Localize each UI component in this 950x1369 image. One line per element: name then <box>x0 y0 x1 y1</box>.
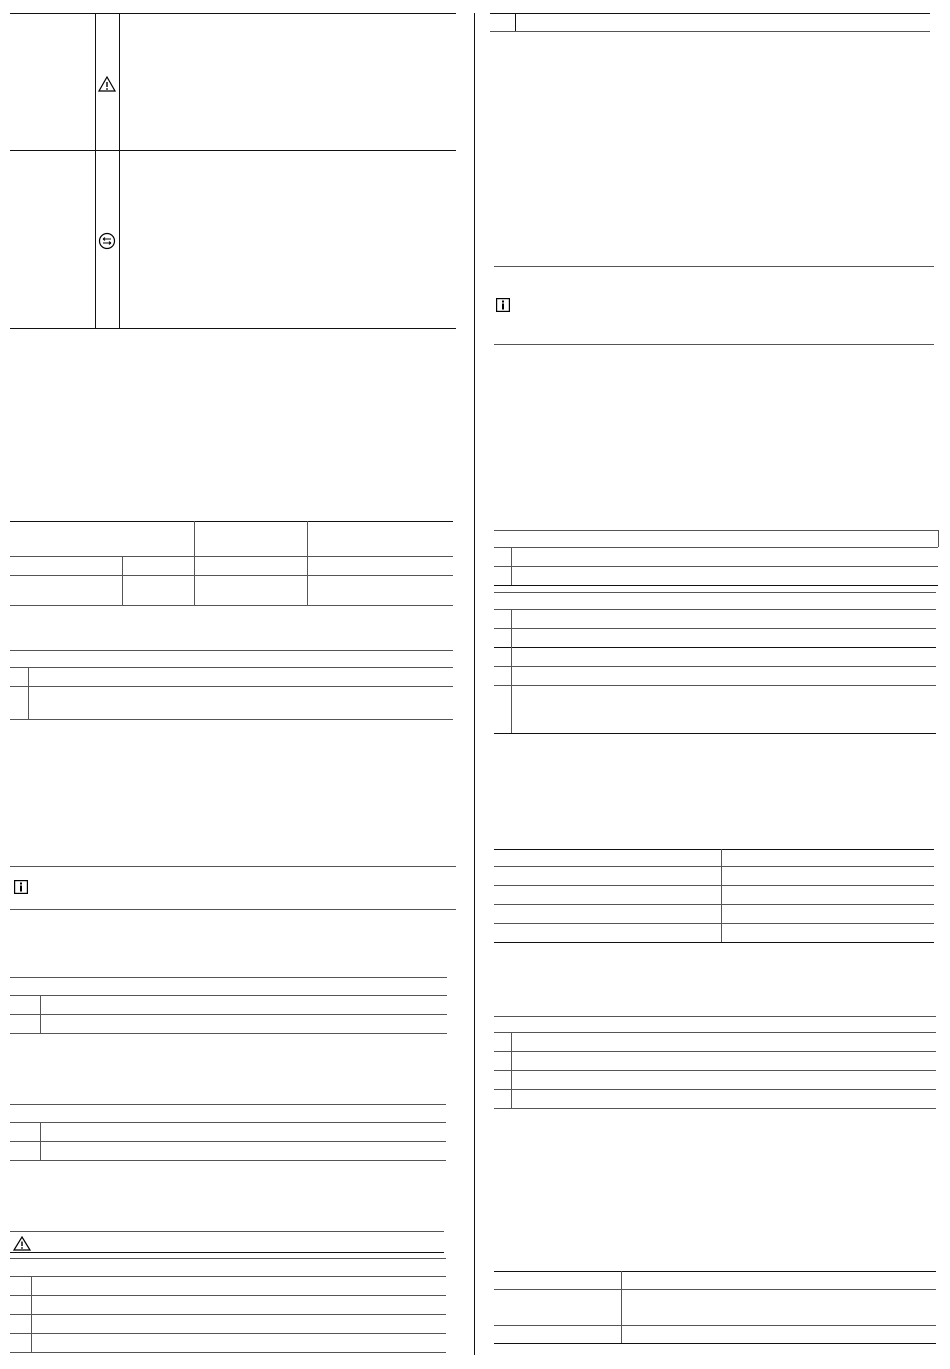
table-row-separator <box>494 666 936 667</box>
table-divider <box>40 995 41 1033</box>
table-divider <box>721 849 722 942</box>
table-divider <box>95 13 96 328</box>
table-divider <box>194 521 195 605</box>
table-rule <box>494 592 936 593</box>
table-divider <box>28 667 29 719</box>
table-rule <box>10 605 453 606</box>
warning-triangle-icon <box>13 1236 31 1251</box>
table-rule <box>10 1160 446 1161</box>
table-row-separator <box>494 866 934 867</box>
table-rule <box>494 530 938 531</box>
table-row-separator <box>494 647 936 648</box>
table-rule <box>10 1033 447 1034</box>
table-rule <box>494 1016 936 1017</box>
notice-rule <box>10 866 456 867</box>
table-row-separator <box>494 628 936 629</box>
table-divider <box>119 13 120 328</box>
info-icon <box>14 880 28 894</box>
table-divider <box>307 521 308 605</box>
table-row-separator <box>494 547 938 548</box>
table-row-separator <box>10 1141 446 1142</box>
table-divider <box>31 1276 32 1352</box>
table-row-separator <box>494 1070 936 1071</box>
notice-rule <box>10 1252 444 1253</box>
table-rule <box>494 849 934 850</box>
table-row-separator <box>10 1333 446 1334</box>
table-rule <box>10 1352 446 1353</box>
table-row-separator <box>494 904 934 905</box>
table-divider <box>122 556 123 605</box>
table-rule <box>10 719 453 720</box>
table-rule <box>494 1343 936 1344</box>
table-rule <box>494 585 938 586</box>
column-divider <box>474 13 475 1355</box>
circular-arrows-icon <box>98 232 116 250</box>
table-row-separator <box>10 150 456 151</box>
table-rule <box>10 650 453 651</box>
table-row-separator <box>494 1032 936 1033</box>
notice-rule <box>494 344 934 345</box>
table-divider <box>511 547 512 585</box>
table-border <box>938 530 939 547</box>
table-divider <box>515 13 516 31</box>
table-divider <box>40 1122 41 1160</box>
table-row-separator <box>10 575 453 576</box>
table-divider <box>621 1271 622 1343</box>
table-divider <box>511 1032 512 1108</box>
notice-rule <box>10 909 456 910</box>
table-rule <box>10 328 456 329</box>
table-row-separator <box>494 1089 936 1090</box>
table-row-separator <box>494 923 934 924</box>
table-row-separator <box>10 1122 446 1123</box>
table-row-separator <box>10 1314 446 1315</box>
table-rule <box>10 13 456 14</box>
table-rule <box>10 521 453 522</box>
table-rule <box>494 733 936 734</box>
table-row-separator <box>10 667 453 668</box>
table-row-separator <box>10 686 453 687</box>
table-row-separator <box>10 995 447 996</box>
notice-rule <box>10 1231 444 1232</box>
table-row-separator <box>10 1276 446 1277</box>
table-rule <box>494 1271 936 1272</box>
table-rule <box>490 13 930 14</box>
table-row-separator <box>494 1051 936 1052</box>
table-row-separator <box>494 1325 936 1326</box>
info-icon <box>496 298 510 312</box>
table-divider <box>511 609 512 733</box>
table-rule <box>10 1258 446 1259</box>
table-row-separator <box>494 1289 936 1290</box>
table-row-separator <box>10 556 453 557</box>
table-rule <box>490 31 930 32</box>
warning-triangle-icon <box>98 76 116 92</box>
notice-rule <box>494 266 934 267</box>
table-row-separator <box>494 885 934 886</box>
table-row-separator <box>494 566 938 567</box>
table-row-separator <box>10 1014 447 1015</box>
table-row-separator <box>494 609 936 610</box>
table-rule <box>10 977 447 978</box>
table-rule <box>494 942 934 943</box>
table-rule <box>10 1104 446 1105</box>
table-row-separator <box>494 685 936 686</box>
table-row-separator <box>10 1295 446 1296</box>
table-rule <box>494 1108 936 1109</box>
